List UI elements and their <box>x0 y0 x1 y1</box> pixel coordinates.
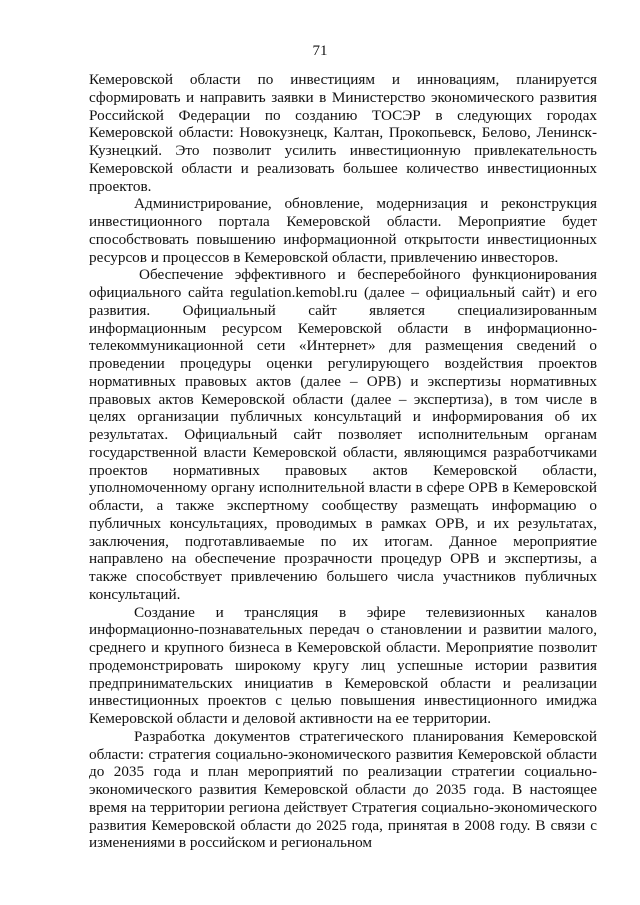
page-number: 71 <box>312 43 328 59</box>
paragraph-strategic-planning: Разработка документов стратегического планирования Кемеровской области: стратегия социально-экономического развития Кемеровской области до 2035 года и план мероприятий по реализации стратегии социально-экономического развития Кемеровской области до 2035 года. В настоящее время на территории региона действует Стратегия социально-экономического развития Кемеровской области до 2025 года, принятая в 2008 году. В связи с изменениями в российском и региональном <box>89 727 597 852</box>
paragraph-regulation-site: Обеспечение эффективного и бесперебойного функционирования официального сайта regulation.kemobl.ru (далее – официальный сайт) и его развития. Официальный сайт является специализированным информационным ресурсом Кемеровской области в информационно-телекоммуникационной сети «Интернет» для размещения сведений о проведении процедуры оценки регулирующего воздействия проектов нормативных правовых актов (далее – ОРВ) и экспертизы нормативных правовых актов Кемеровской области (далее – экспертиза), в том числе в целях организации публичных консультаций и информирования об их результатах. Официальный сайт позволяет исполнительным органам государственной власти Кемеровской области, являющимся разработчиками проектов нормативных правовых актов Кемеровской области, уполномоченному органу исполнительной власти в сфере ОРВ в Кемеровской области, а также экспертному сообществу размещать информацию о публичных консультациях, проводимых в рамках ОРВ, и их результатах, заключения, подготавливаемые по их итогам. Данное мероприятие направлено на обеспечение прозрачности процедур ОРВ и экспертизы, а также способствует привлечению большего числа участников публичных консультаций. <box>89 266 597 603</box>
document-body <box>89 71 597 852</box>
paragraph-investment-portal: Администрирование, обновление, модернизация и реконструкция инвестиционного портала Кемеровской области. Мероприятие будет способствовать повышению информационной открытости инвестиционных ресурсов и процессов в Кемеровской области, привлечению инвесторов. <box>89 195 597 266</box>
paragraph-tocer-applications: Кемеровской области по инвестициям и инновациям, планируется сформировать и направить заявки в Министерство экономического развития Российской Федерации по созданию ТОСЭР в следующих городах Кемеровской области: Новокузнецк, Калтан, Прокопьевск, Белово, Ленинск-Кузнецкий. Это позволит усилить инвестиционную привлекательность Кемеровской области и реализовать большее количество инвестиционных проектов. <box>89 71 597 195</box>
paragraph-tv-broadcast: Создание и трансляция в эфире телевизионных каналов информационно-познавательных передач о становлении и развитии малого, среднего и крупного бизнеса в Кемеровской области. Мероприятие позволит продемонстрировать широкому кругу лиц успешные истории развития предпринимательских инициатив в Кемеровской области и реализации инвестиционных проектов с целью повышения инвестиционного имиджа Кемеровской области и деловой активности на ее территории. <box>89 603 597 727</box>
